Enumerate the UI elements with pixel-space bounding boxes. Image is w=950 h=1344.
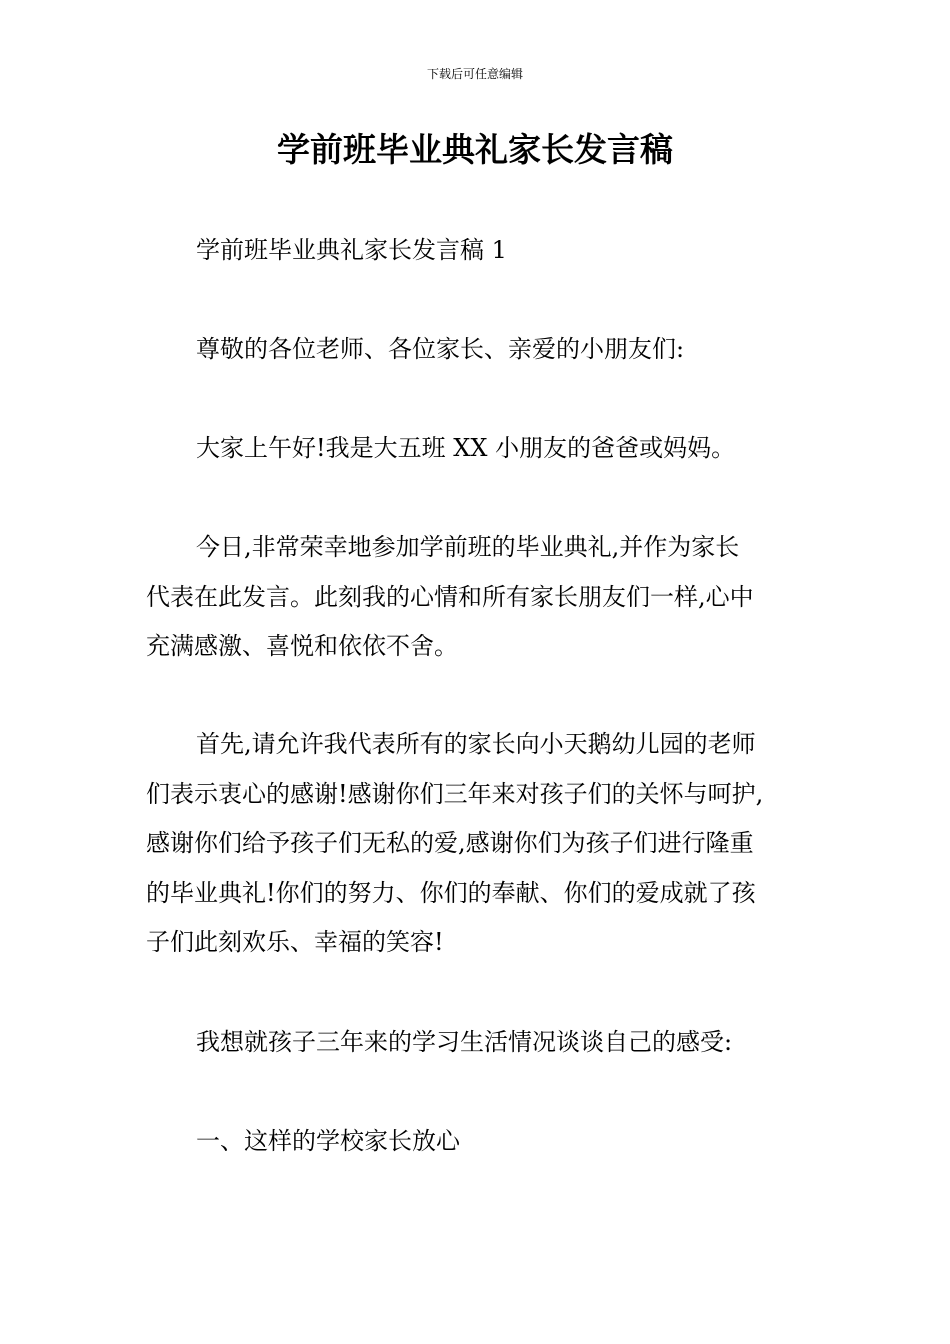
header-note: 下载后可任意编辑 — [426, 67, 523, 81]
section-heading-1 — [146, 1117, 816, 1167]
text-line: 代表在此发言。此刻我的心情和所有家长朋友们一样,心中 — [146, 582, 754, 611]
document-title: 学前班毕业典礼家长发言稿 — [277, 130, 673, 169]
today-paragraph — [146, 523, 816, 672]
text-line: 今日,非常荣幸地参加学前班的毕业典礼,并作为家长 — [196, 533, 740, 561]
text-line: 我想就孩子三年来的学习生活情况谈谈自己的感受: — [196, 1028, 733, 1056]
text-line: 的毕业典礼!你们的努力、你们的奉献、你们的爱成就了孩 — [146, 878, 756, 907]
text-line: 一、这样的学校家长放心 — [196, 1127, 460, 1155]
text-line: 们表示衷心的感谢!感谢你们三年来对孩子们的关怀与呵护, — [146, 779, 764, 808]
text-line: 大家上午好!我是大五班 XX 小朋友的爸爸或妈妈。 — [196, 434, 736, 462]
document-subtitle — [146, 226, 816, 276]
text-line: 感谢你们给予孩子们无私的爱,感谢你们为孩子们进行隆重 — [146, 829, 754, 857]
feelings-paragraph — [146, 1018, 816, 1068]
thanks-paragraph — [146, 720, 816, 968]
hello-paragraph — [146, 424, 816, 474]
text-line: 首先,请允许我代表所有的家长向小天鹅幼儿园的老师 — [196, 730, 756, 758]
text-line: 尊敬的各位老师、各位家长、亲爱的小朋友们: — [196, 335, 685, 363]
text-line: 充满感激、喜悦和依依不舍。 — [146, 632, 458, 660]
greeting-paragraph — [146, 325, 816, 375]
text-line: 子们此刻欢乐、幸福的笑容! — [146, 928, 444, 956]
text-line: 学前班毕业典礼家长发言稿 1 — [196, 236, 507, 264]
